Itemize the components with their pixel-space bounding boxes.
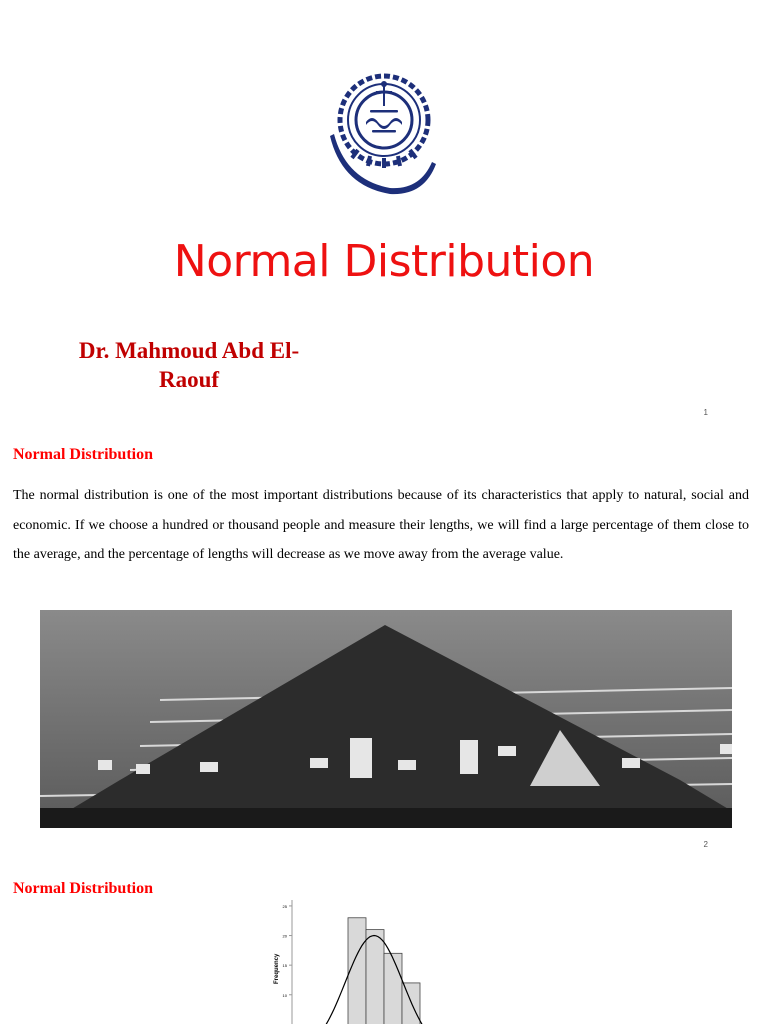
slide-heading: Normal Distribution — [13, 446, 153, 463]
author-line-1: Dr. Mahmoud Abd El- — [78, 338, 300, 363]
university-logo — [322, 66, 440, 202]
y-tick-label: 20 — [282, 933, 287, 939]
histogram-bar — [348, 918, 366, 1024]
histogram-slide — [0, 860, 768, 1024]
title-slide — [0, 0, 768, 430]
author-name — [44, 336, 334, 394]
histogram-bar — [366, 930, 384, 1024]
slide-title: Normal Distribution — [173, 236, 595, 287]
slide-heading: Normal Distribution — [13, 880, 153, 897]
page-number: 2 — [703, 840, 708, 849]
body-paragraph: The normal distribution is one of the most important distributions because of its characteristics that apply to natural, social and economic. If we choose a hundred or thousand people and measure their lengths, we will find a large percentage of them close to the average, and the percentage of lengths will decrease as we move away from the average value. — [13, 488, 749, 562]
page-number: 1 — [703, 408, 708, 417]
histogram-bar — [402, 983, 420, 1024]
histogram-chart — [268, 894, 508, 1024]
author-line-2: Raouf — [158, 367, 220, 392]
y-axis-label: Frequency — [274, 953, 280, 984]
crowd-photo — [40, 610, 732, 828]
y-tick-label: 25 — [282, 903, 287, 909]
histogram-bar — [384, 953, 402, 1024]
y-tick-label: 10 — [282, 992, 287, 998]
y-tick-label: 15 — [282, 963, 287, 969]
content-slide — [0, 430, 768, 860]
